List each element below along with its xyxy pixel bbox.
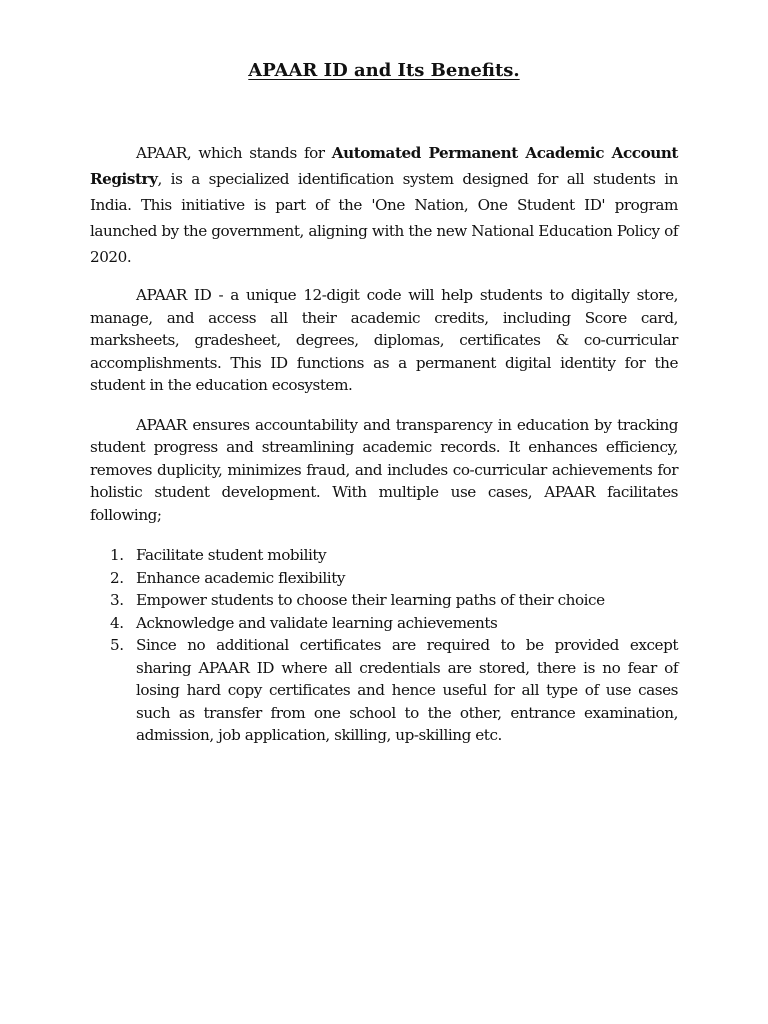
list-item bbox=[90, 634, 678, 747]
list-item-number: 3. bbox=[110, 591, 124, 609]
list-item bbox=[90, 589, 678, 612]
paragraph-intro-rest: , is a specialized identification system designed for all students in India. This initiative is part of the 'One Nation, One Student ID' program launched by the government, aligning with the new National Education Policy of 2020. bbox=[90, 170, 678, 266]
list-item-text: Since no additional certificates are required to be provided except sharing APAAR ID where all credentials are stored, there is no fear of losing hard copy certificates and hence useful for all type of use cases such as transfer from one school to the other, entrance examination, admission, job application, skilling, up-skilling etc. bbox=[136, 636, 678, 744]
list-item-number: 4. bbox=[110, 613, 124, 632]
paragraph-accountability: APAAR ensures accountability and transparency in education by tracking student progress and streamlining academic records. It enhances efficiency, removes duplicity, minimizes fraud, and includes co-curricular achievements for holistic student development. With multiple use cases, APAAR facilitates following; bbox=[90, 415, 678, 524]
paragraph-intro-lead: APAAR, which stands for bbox=[136, 144, 332, 162]
paragraph-apaar-id: APAAR ID - a unique 12-digit code will help students to digitally store, manage, and access all their academic credits, including Score card, marksheets, gradesheet, degrees, diplomas, certificates & co-curricular accomplishments. This ID functions as a permanent digital identity for the student in the education ecosystem. bbox=[90, 286, 678, 394]
list-item-text: Acknowledge and validate learning achievements bbox=[136, 613, 498, 632]
list-item-text: Facilitate student mobility bbox=[136, 546, 327, 564]
apaar-full-form: Automated Permanent Academic Account Registry bbox=[90, 144, 678, 188]
list-item bbox=[90, 567, 678, 590]
list-item-number: 2. bbox=[110, 568, 124, 587]
list-item-number: 5. bbox=[110, 636, 124, 654]
list-item-text: Enhance academic flexibility bbox=[136, 568, 345, 587]
paragraph-intro bbox=[90, 140, 678, 270]
list-item bbox=[90, 612, 678, 635]
list-item-text: Empower students to choose their learning paths of their choice bbox=[136, 591, 605, 609]
list-item-number: 1. bbox=[110, 546, 124, 564]
benefits-list bbox=[90, 544, 678, 747]
list-item bbox=[90, 544, 678, 567]
document-body bbox=[90, 140, 678, 747]
document-title: APAAR ID and Its Benefits. bbox=[248, 60, 520, 81]
